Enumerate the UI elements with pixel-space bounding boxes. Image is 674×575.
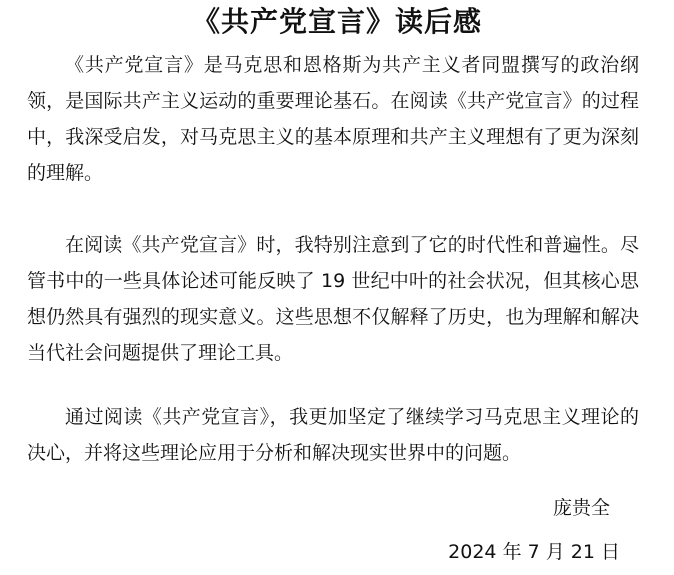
author-signature: 庞贵全 [552,497,610,519]
document-date: 2024 年 7 月 21 日 [448,541,620,563]
paragraph-2: 在阅读《共产党宣言》时，我特别注意到了它的时代性和普遍性。尽管书中的一些具体论述可能反映了 19 世纪中叶的社会状况，但其核心思想仍然具有强烈的现实意义。这些思想不仅解释了历史，也为理解和解决当代社会问题提供了理论工具。 [27,234,639,364]
paragraph-1: 《共产党宣言》是马克思和恩格斯为共产主义者同盟撰写的政治纲领，是国际共产主义运动的重要理论基石。在阅读《共产党宣言》的过程中，我深受启发，对马克思主义的基本原理和共产主义理想有了更为深刻的理解。 [27,54,639,184]
paragraph-3: 通过阅读《共产党宣言》，我更加坚定了继续学习马克思主义理论的决心，并将这些理论应用于分析和解决现实世界中的问题。 [27,406,639,464]
document-title: 《共产党宣言》读后感 [191,5,482,38]
